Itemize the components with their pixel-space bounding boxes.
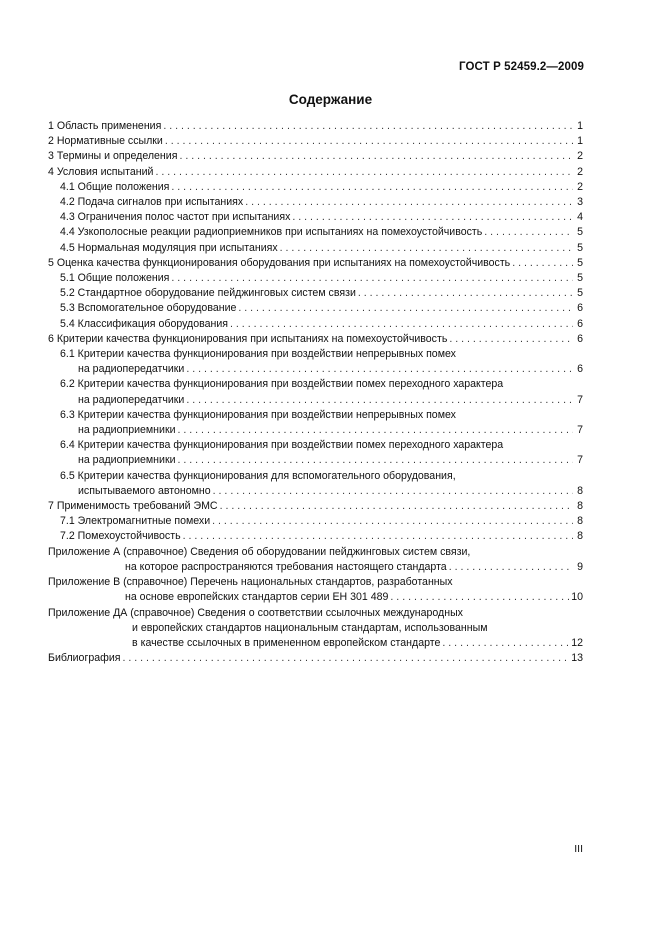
toc-entry-heading: Приложение ДА (справочное) Сведения о соответствии ссылочных международных xyxy=(48,606,463,619)
toc-entry-page: 6 xyxy=(577,302,583,315)
toc-entry-label: на радиоприемники xyxy=(78,424,176,437)
dot-leader xyxy=(245,195,573,210)
toc-entry-label: 5.3 Вспомогательное оборудование xyxy=(60,302,237,315)
toc-entry-label: испытываемого автономно xyxy=(78,484,211,497)
dot-leader xyxy=(171,271,573,286)
toc-entry-page: 12 xyxy=(571,636,583,649)
toc-entry[interactable] xyxy=(48,225,583,240)
toc-entry-page: 1 xyxy=(577,120,583,132)
toc-entry-label: 3 Термины и определения xyxy=(48,150,178,163)
toc-entry-label: 5.1 Общие положения xyxy=(60,272,170,285)
toc-entry[interactable] xyxy=(48,377,583,407)
toc-entry-label: 7 Применимость требований ЭМС xyxy=(48,500,218,513)
toc-entry-label: 5.4 Классификация оборудования xyxy=(60,317,229,330)
dot-leader xyxy=(442,636,569,651)
toc-entry-page: 1 xyxy=(577,135,583,148)
dot-leader xyxy=(186,362,573,377)
toc-entry-heading: 6.5 Критерии качества функционирования для вспомогательного оборудования, xyxy=(60,469,456,482)
toc-entry-heading: Приложение А (справочное) Сведения об оборудовании пейджинговых систем связи, xyxy=(48,545,471,558)
toc-entry[interactable] xyxy=(48,134,583,149)
dot-leader xyxy=(238,301,573,316)
toc-entry-page: 8 xyxy=(577,515,583,528)
toc-entry-heading: 6.3 Критерии качества функционирования при воздействии непрерывных помех xyxy=(60,408,456,421)
toc-entry-page: 4 xyxy=(577,211,583,224)
toc-entry[interactable] xyxy=(48,469,583,499)
toc-entry[interactable] xyxy=(48,606,583,652)
dot-leader xyxy=(178,453,573,468)
dot-leader xyxy=(165,134,573,149)
toc-entry-label: 4 Условия испытаний xyxy=(48,165,154,178)
toc-entry[interactable] xyxy=(48,286,583,301)
toc-entry-page: 5 xyxy=(577,287,583,300)
toc-entry-page: 9 xyxy=(577,560,583,573)
toc-entry-page: 5 xyxy=(577,272,583,285)
toc-entry-label: на радиоприемники xyxy=(78,454,176,467)
dot-leader xyxy=(183,529,573,544)
toc-entry-heading: 6.2 Критерии качества функционирования при воздействии помех переходного характера xyxy=(60,378,504,391)
toc-entry-label: 2 Нормативные ссылки xyxy=(48,135,163,148)
dot-leader xyxy=(484,225,573,240)
page-number: III xyxy=(574,843,583,855)
toc-entry-label: 4.2 Подача сигналов при испытаниях xyxy=(60,196,244,209)
toc-entry[interactable] xyxy=(48,210,583,225)
toc-entry-continuation: и европейских стандартов национальным стандартам, использованным xyxy=(132,621,488,634)
toc-entry-page: 10 xyxy=(571,591,583,604)
toc-entry-page: 6 xyxy=(577,363,583,376)
toc-entry-page: 8 xyxy=(577,530,583,543)
toc-entry[interactable] xyxy=(48,347,583,377)
toc-entry-label: 4.5 Нормальная модуляция при испытаниях xyxy=(60,241,278,254)
toc-entry[interactable] xyxy=(48,180,583,195)
toc-entry[interactable] xyxy=(48,149,583,164)
dot-leader xyxy=(171,180,573,195)
document-standard-number: ГОСТ Р 52459.2—2009 xyxy=(459,61,584,73)
toc-entry[interactable] xyxy=(48,271,583,286)
toc-entry-page: 2 xyxy=(577,150,583,163)
toc-entry[interactable] xyxy=(48,499,583,514)
toc-entry-label: 4.3 Ограничения полос частот при испытаниях xyxy=(60,211,291,224)
dot-leader xyxy=(292,210,573,225)
table-of-contents xyxy=(48,119,583,666)
toc-entry[interactable] xyxy=(48,529,583,544)
dot-leader xyxy=(179,149,573,164)
toc-entry-page: 7 xyxy=(577,454,583,467)
toc-entry-label: 5 Оценка качества функционирования оборудования при испытаниях на помехоустойчивость xyxy=(48,256,511,269)
dot-leader xyxy=(449,560,573,575)
toc-entry[interactable] xyxy=(48,651,583,666)
toc-entry-label: в качестве ссылочных в примененном европейском стандарте xyxy=(132,636,441,649)
toc-entry-label: 6 Критерии качества функционирования при испытаниях на помехоустойчивость xyxy=(48,332,448,345)
page-title: Содержание xyxy=(288,92,373,107)
toc-entry[interactable] xyxy=(48,165,583,180)
toc-entry-page: 13 xyxy=(571,652,583,665)
toc-entry-page: 7 xyxy=(577,393,583,406)
toc-entry-page: 8 xyxy=(577,500,583,513)
toc-entry-page: 3 xyxy=(577,196,583,209)
toc-entry-label: на радиопередатчики xyxy=(78,393,185,406)
toc-entry-page: 8 xyxy=(577,484,583,497)
toc-entry-page: 5 xyxy=(577,226,583,239)
toc-entry[interactable] xyxy=(48,195,583,210)
toc-entry-label: 4.1 Общие положения xyxy=(60,180,170,193)
toc-entry[interactable] xyxy=(48,438,583,468)
dot-leader xyxy=(449,332,573,347)
toc-entry-label: на основе европейских стандартов серии ЕН 301 489 xyxy=(125,591,389,604)
toc-entry-label: 5.2 Стандартное оборудование пейджинговых систем связи xyxy=(60,287,356,300)
toc-entry-label: Библиография xyxy=(48,652,121,665)
dot-leader xyxy=(122,651,569,666)
toc-entry-label: 4.4 Узкополосные реакции радиоприемников при испытаниях на помехоустойчивость xyxy=(60,226,483,239)
toc-entry-heading: Приложение В (справочное) Перечень национальных стандартов, разработанных xyxy=(48,576,453,589)
toc-entry-page: 5 xyxy=(577,256,583,269)
dot-leader xyxy=(280,241,573,256)
toc-entry[interactable] xyxy=(48,301,583,316)
toc-entry[interactable] xyxy=(48,545,583,575)
dot-leader xyxy=(358,286,573,301)
toc-entry[interactable] xyxy=(48,241,583,256)
toc-entry-heading: 6.4 Критерии качества функционирования при воздействии помех переходного характера xyxy=(60,439,504,452)
dot-leader xyxy=(512,256,573,271)
dot-leader xyxy=(390,590,569,605)
dot-leader xyxy=(212,514,573,529)
toc-entry-page: 2 xyxy=(577,165,583,178)
toc-entry[interactable] xyxy=(48,514,583,529)
toc-entry-page: 6 xyxy=(577,317,583,330)
toc-entry-page: 6 xyxy=(577,332,583,345)
toc-entry-page: 7 xyxy=(577,424,583,437)
toc-entry[interactable] xyxy=(48,317,583,332)
dot-leader xyxy=(220,499,573,514)
toc-entry[interactable] xyxy=(48,119,583,134)
toc-entry-page: 5 xyxy=(577,241,583,254)
toc-entry[interactable] xyxy=(48,408,583,438)
toc-entry[interactable] xyxy=(48,256,583,271)
toc-entry-label: 7.1 Электромагнитные помехи xyxy=(60,515,211,528)
dot-leader xyxy=(186,393,573,408)
toc-entry[interactable] xyxy=(48,332,583,347)
toc-entry-heading: 6.1 Критерии качества функционирования при воздействии непрерывных помех xyxy=(60,348,456,361)
toc-entry[interactable] xyxy=(48,575,583,605)
dot-leader xyxy=(155,165,573,180)
toc-entry-page: 2 xyxy=(577,180,583,193)
toc-entry-label: 7.2 Помехоустойчивость xyxy=(60,530,181,543)
dot-leader xyxy=(230,317,573,332)
dot-leader xyxy=(163,119,573,134)
toc-entry-label: на радиопередатчики xyxy=(78,363,185,376)
toc-entry-label: на которое распространяются требования настоящего стандарта xyxy=(125,560,447,573)
toc-entry-label: 1 Область применения xyxy=(48,120,162,132)
dot-leader xyxy=(213,484,573,499)
dot-leader xyxy=(178,423,573,438)
